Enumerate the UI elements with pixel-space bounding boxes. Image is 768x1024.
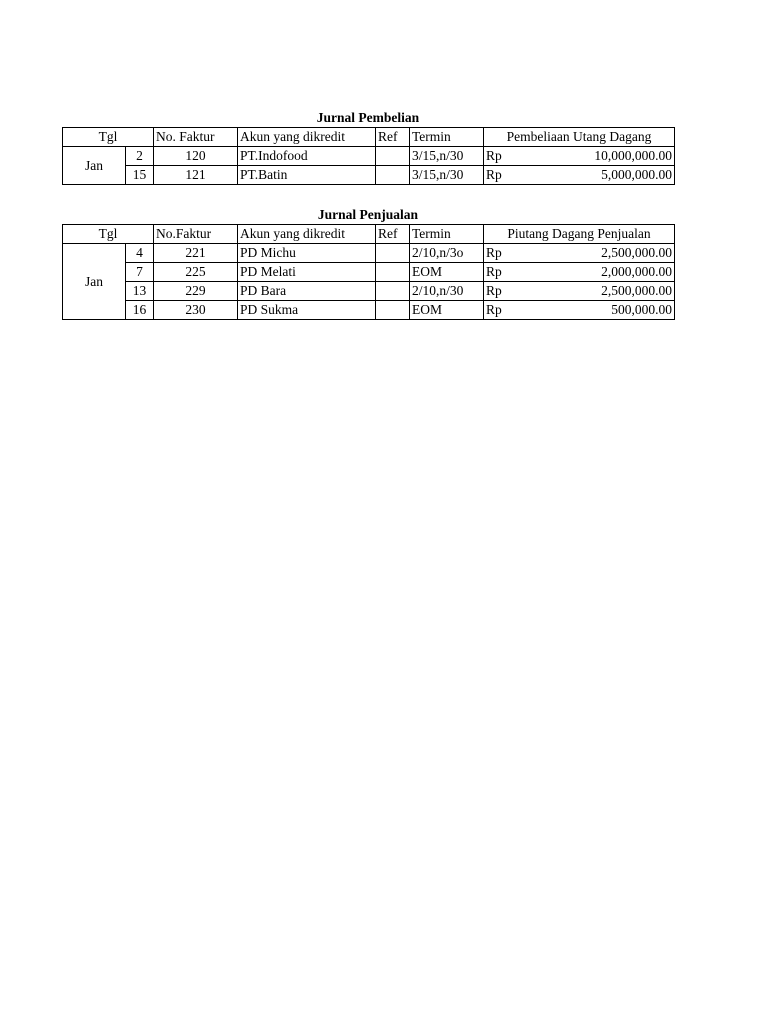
day-cell: 2	[126, 147, 154, 166]
header-tgl: Tgl	[63, 128, 154, 147]
day-cell: 15	[126, 166, 154, 185]
termin-cell: EOM	[410, 301, 484, 320]
ref-cell	[376, 301, 410, 320]
penjualan-table	[62, 224, 675, 320]
faktur-cell: 230	[154, 301, 238, 320]
header-akun: Akun yang dikredit	[238, 225, 376, 244]
termin-cell: 3/15,n/30	[410, 166, 484, 185]
faktur-cell: 229	[154, 282, 238, 301]
faktur-cell: 120	[154, 147, 238, 166]
month-cell: Jan	[63, 244, 126, 320]
currency-label: Rp	[486, 167, 502, 182]
header-tgl: Tgl	[63, 225, 154, 244]
ref-cell	[376, 282, 410, 301]
table-row	[63, 244, 675, 263]
table-row	[63, 301, 675, 320]
amount-cell	[484, 301, 675, 320]
termin-cell: 2/10,n/30	[410, 282, 484, 301]
table-header-row	[63, 128, 675, 147]
header-faktur: No. Faktur	[154, 128, 238, 147]
day-cell: 4	[126, 244, 154, 263]
day-cell: 13	[126, 282, 154, 301]
akun-cell: PD Melati	[238, 263, 376, 282]
ref-cell	[376, 147, 410, 166]
ref-cell	[376, 244, 410, 263]
faktur-cell: 221	[154, 244, 238, 263]
currency-label: Rp	[486, 302, 502, 317]
header-amount: Pembeliaan Utang Dagang	[484, 128, 675, 147]
currency-label: Rp	[486, 264, 502, 279]
amount-cell	[484, 263, 675, 282]
month-cell: Jan	[63, 147, 126, 185]
currency-label: Rp	[486, 245, 502, 260]
header-ref: Ref	[376, 225, 410, 244]
akun-cell: PT.Batin	[238, 166, 376, 185]
termin-cell: EOM	[410, 263, 484, 282]
penjualan-title: Jurnal Penjualan	[317, 207, 419, 222]
header-termin: Termin	[410, 225, 484, 244]
amount-cell	[484, 282, 675, 301]
header-termin: Termin	[410, 128, 484, 147]
table-header-row	[63, 225, 675, 244]
faktur-cell: 225	[154, 263, 238, 282]
currency-label: Rp	[486, 283, 502, 298]
amount-value: 500,000.00	[611, 302, 672, 317]
termin-cell: 3/15,n/30	[410, 147, 484, 166]
amount-value: 10,000,000.00	[594, 148, 672, 163]
ref-cell	[376, 263, 410, 282]
amount-value: 2,500,000.00	[601, 283, 672, 298]
table-row	[63, 263, 675, 282]
pembelian-title: Jurnal Pembelian	[316, 110, 420, 125]
amount-cell	[484, 166, 675, 185]
amount-cell	[484, 147, 675, 166]
table-row	[63, 282, 675, 301]
akun-cell: PD Michu	[238, 244, 376, 263]
header-amount: Piutang Dagang Penjualan	[484, 225, 675, 244]
termin-cell: 2/10,n/3o	[410, 244, 484, 263]
ref-cell	[376, 166, 410, 185]
table-row	[63, 166, 675, 185]
header-faktur: No.Faktur	[154, 225, 238, 244]
pembelian-table	[62, 127, 675, 185]
day-cell: 16	[126, 301, 154, 320]
day-cell: 7	[126, 263, 154, 282]
amount-value: 5,000,000.00	[601, 167, 672, 182]
header-ref: Ref	[376, 128, 410, 147]
table-row	[63, 147, 675, 166]
amount-value: 2,000,000.00	[601, 264, 672, 279]
akun-cell: PT.Indofood	[238, 147, 376, 166]
faktur-cell: 121	[154, 166, 238, 185]
akun-cell: PD Bara	[238, 282, 376, 301]
header-akun: Akun yang dikredit	[238, 128, 376, 147]
currency-label: Rp	[486, 148, 502, 163]
amount-cell	[484, 244, 675, 263]
akun-cell: PD Sukma	[238, 301, 376, 320]
amount-value: 2,500,000.00	[601, 245, 672, 260]
